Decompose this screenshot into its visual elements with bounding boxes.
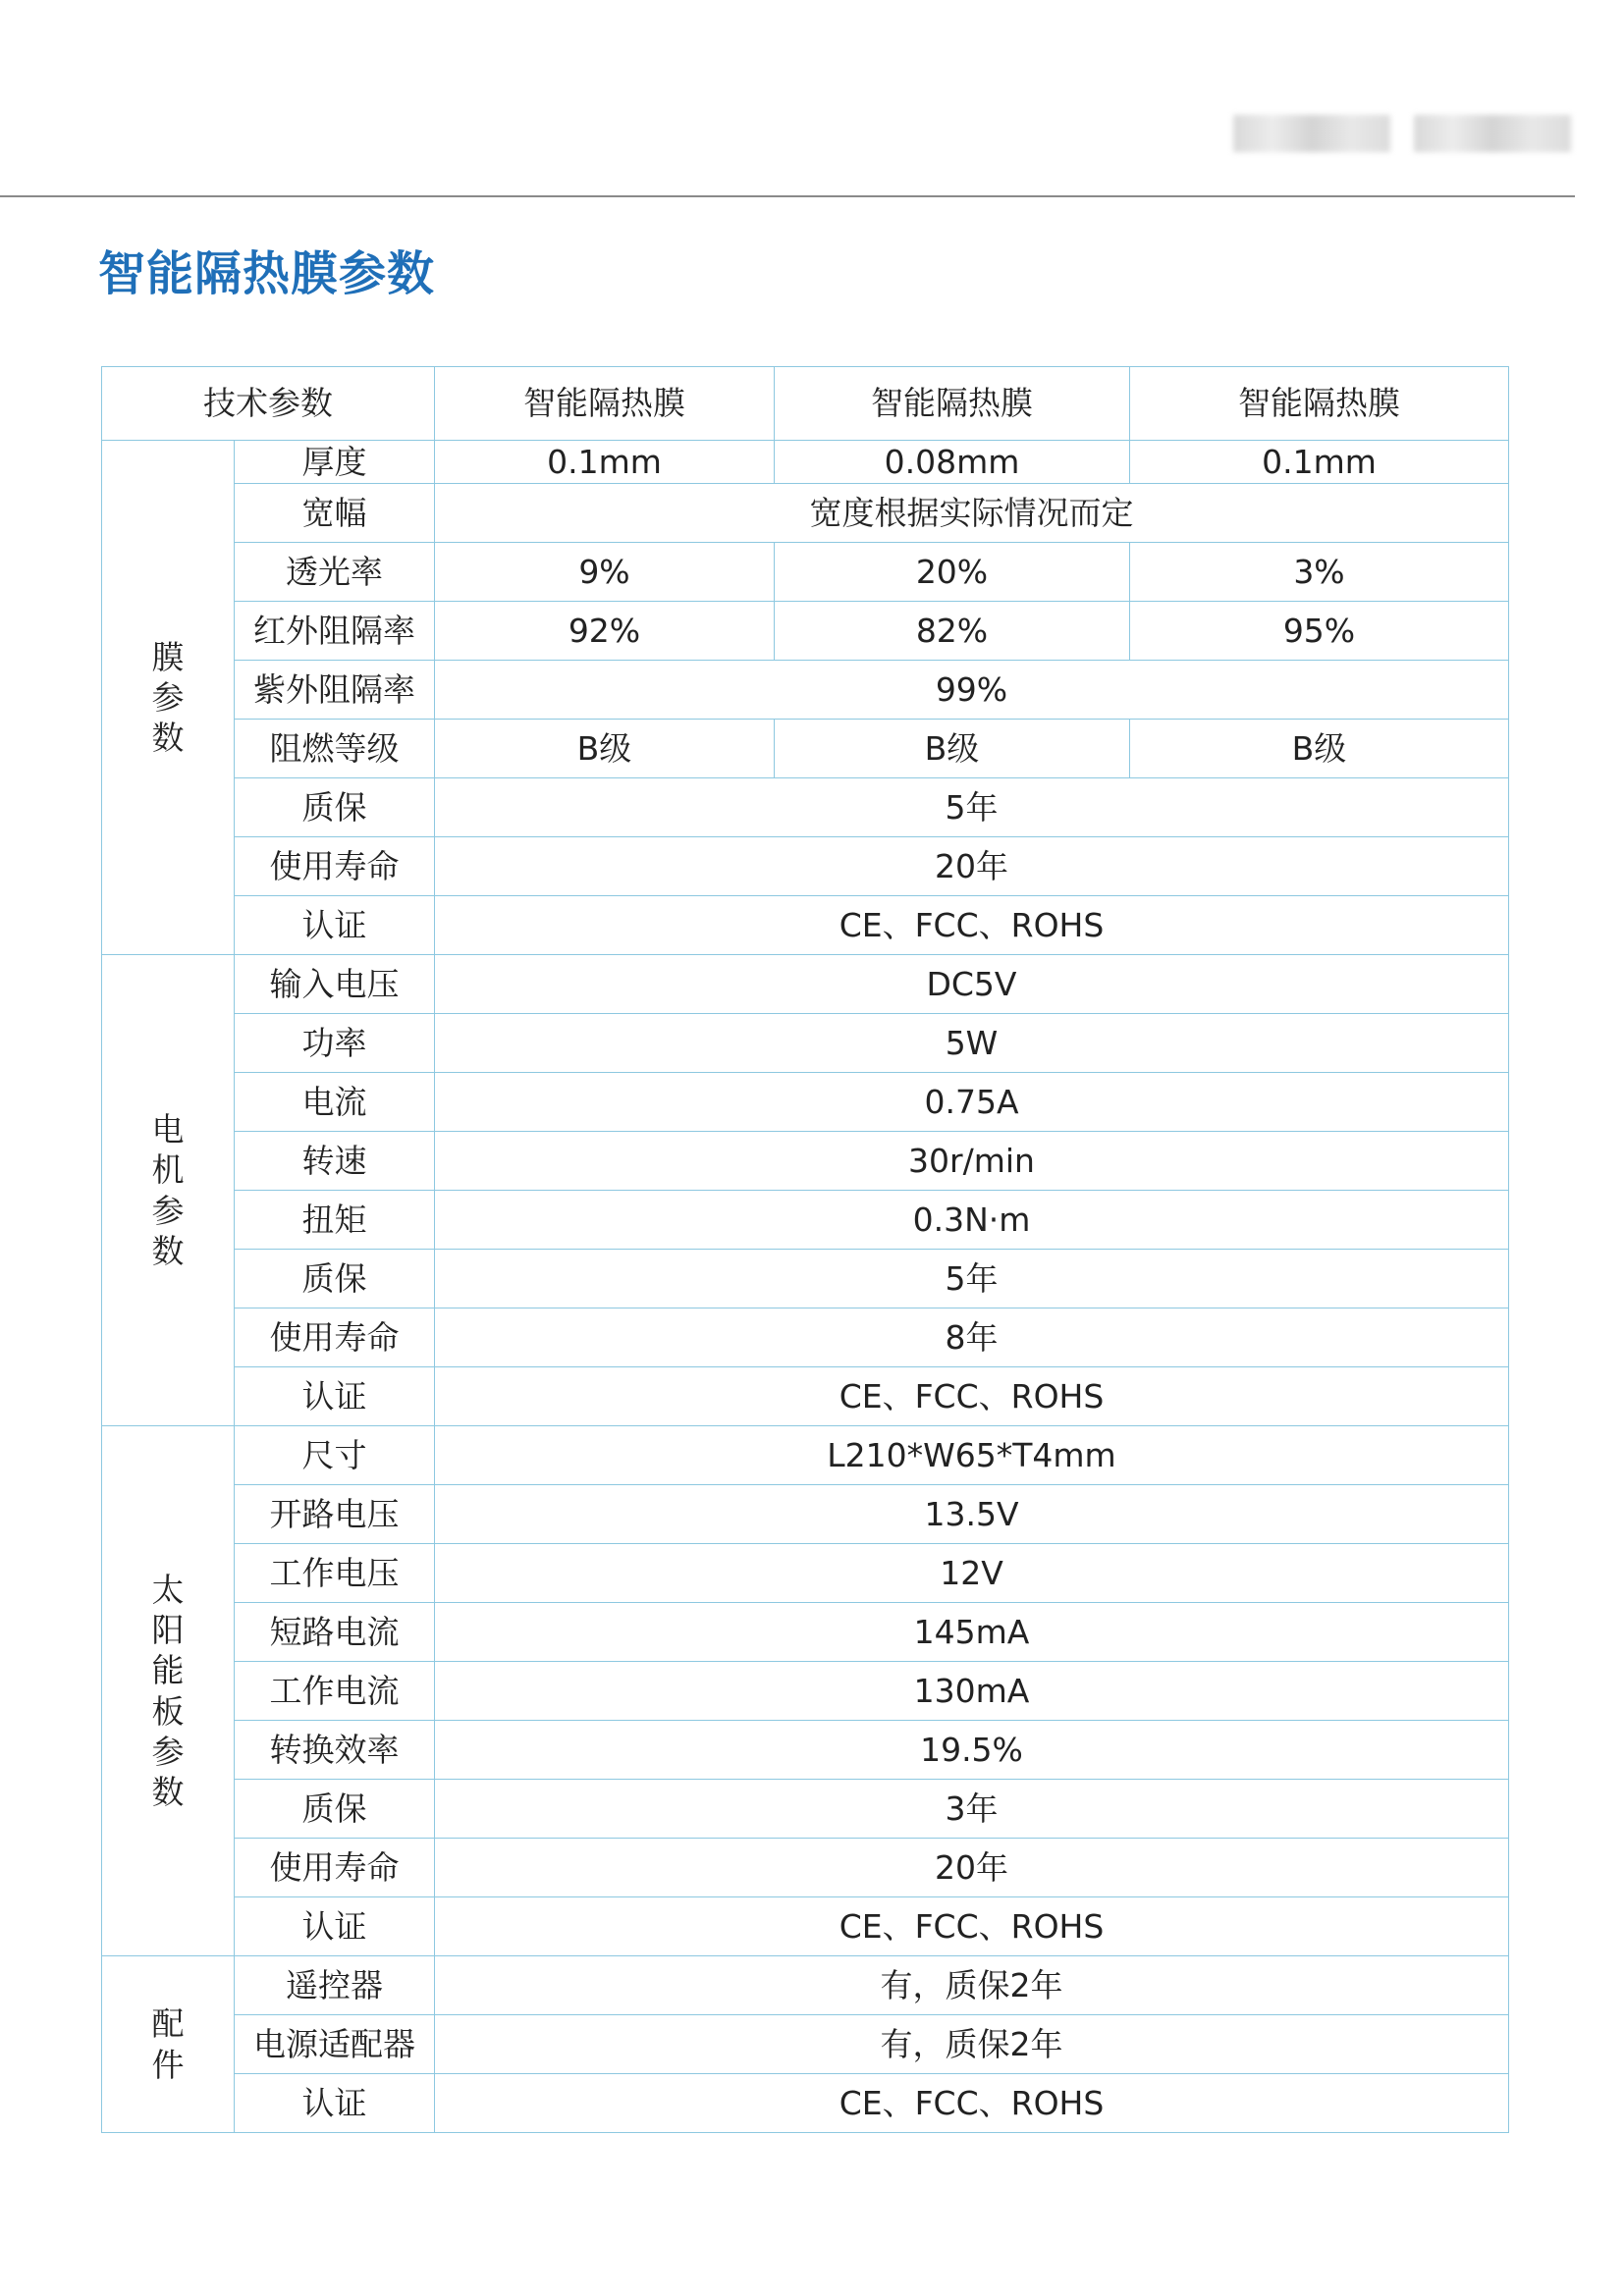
table-row (102, 1721, 1509, 1780)
param-name: 厚度 (235, 441, 435, 484)
table-row (102, 1603, 1509, 1662)
table-row (102, 955, 1509, 1014)
param-name: 转换效率 (235, 1721, 435, 1780)
param-name: 质保 (235, 1780, 435, 1839)
param-name: 功率 (235, 1014, 435, 1073)
param-value: B级 (1130, 720, 1509, 778)
param-value: 20% (775, 543, 1130, 602)
table-row (102, 837, 1509, 896)
param-value: 有，质保2年 (435, 2015, 1509, 2074)
param-value: 9% (435, 543, 775, 602)
param-value: 82% (775, 602, 1130, 661)
param-value: 宽度根据实际情况而定 (435, 484, 1509, 543)
param-value: 3年 (435, 1780, 1509, 1839)
table-row (102, 778, 1509, 837)
param-value: 0.08mm (775, 441, 1130, 484)
param-value: CE、FCC、ROHS (435, 896, 1509, 955)
column-header: 智能隔热膜 (435, 367, 775, 441)
table-row (102, 1073, 1509, 1132)
param-value: 30r/min (435, 1132, 1509, 1191)
param-value: L210*W65*T4mm (435, 1426, 1509, 1485)
param-value: 0.1mm (1130, 441, 1509, 484)
param-value: 5W (435, 1014, 1509, 1073)
param-name: 使用寿命 (235, 837, 435, 896)
param-value: 20年 (435, 837, 1509, 896)
table-row (102, 896, 1509, 955)
table-row (102, 1544, 1509, 1603)
param-name: 认证 (235, 896, 435, 955)
param-value: 20年 (435, 1839, 1509, 1897)
group-label-film: 膜参数 (102, 441, 235, 955)
param-value: 145mA (435, 1603, 1509, 1662)
table-row (102, 1014, 1509, 1073)
table-row (102, 720, 1509, 778)
param-value: 19.5% (435, 1721, 1509, 1780)
param-name: 紫外阻隔率 (235, 661, 435, 720)
param-value: 5年 (435, 778, 1509, 837)
param-value: CE、FCC、ROHS (435, 1367, 1509, 1426)
param-name: 认证 (235, 1367, 435, 1426)
table-row (102, 1426, 1509, 1485)
column-header: 智能隔热膜 (775, 367, 1130, 441)
table-row (102, 543, 1509, 602)
table-row (102, 1780, 1509, 1839)
param-name: 质保 (235, 1250, 435, 1308)
param-name: 遥控器 (235, 1956, 435, 2015)
param-value: 8年 (435, 1308, 1509, 1367)
param-value: 92% (435, 602, 775, 661)
table-row (102, 441, 1509, 484)
table-row (102, 1839, 1509, 1897)
param-value: 99% (435, 661, 1509, 720)
param-value: B级 (775, 720, 1130, 778)
column-header: 智能隔热膜 (1130, 367, 1509, 441)
param-name: 宽幅 (235, 484, 435, 543)
table-row (102, 1662, 1509, 1721)
tech-params-header: 技术参数 (102, 367, 435, 441)
param-name: 透光率 (235, 543, 435, 602)
table-row (102, 1132, 1509, 1191)
header-divider (0, 195, 1575, 197)
table-row (102, 2015, 1509, 2074)
param-value: 0.1mm (435, 441, 775, 484)
param-value: 12V (435, 1544, 1509, 1603)
param-value: 5年 (435, 1250, 1509, 1308)
param-value: B级 (435, 720, 775, 778)
param-name: 尺寸 (235, 1426, 435, 1485)
group-label-solar: 太阳能板参数 (102, 1426, 235, 1956)
param-name: 电源适配器 (235, 2015, 435, 2074)
header-blurred-text (1414, 115, 1571, 152)
param-value: 13.5V (435, 1485, 1509, 1544)
param-name: 认证 (235, 1897, 435, 1956)
param-name: 电流 (235, 1073, 435, 1132)
table-row (102, 1956, 1509, 2015)
param-name: 工作电压 (235, 1544, 435, 1603)
spec-table (101, 366, 1509, 2133)
param-name: 短路电流 (235, 1603, 435, 1662)
param-value: 130mA (435, 1662, 1509, 1721)
param-name: 输入电压 (235, 955, 435, 1014)
table-row (102, 1367, 1509, 1426)
table-row (102, 2074, 1509, 2133)
group-label-accessories: 配件 (102, 1956, 235, 2133)
table-header-row (102, 367, 1509, 441)
param-name: 红外阻隔率 (235, 602, 435, 661)
param-name: 使用寿命 (235, 1308, 435, 1367)
param-value: 3% (1130, 543, 1509, 602)
param-value: 有，质保2年 (435, 1956, 1509, 2015)
table-row (102, 1897, 1509, 1956)
param-name: 扭矩 (235, 1191, 435, 1250)
param-name: 开路电压 (235, 1485, 435, 1544)
table-row (102, 1250, 1509, 1308)
param-value: CE、FCC、ROHS (435, 1897, 1509, 1956)
param-value: 0.75A (435, 1073, 1509, 1132)
table-row (102, 1308, 1509, 1367)
page-title: 智能隔热膜参数 (98, 246, 436, 301)
param-name: 阻燃等级 (235, 720, 435, 778)
group-label-motor: 电机参数 (102, 955, 235, 1426)
table-row (102, 484, 1509, 543)
table-row (102, 661, 1509, 720)
param-value: 95% (1130, 602, 1509, 661)
param-name: 工作电流 (235, 1662, 435, 1721)
param-name: 使用寿命 (235, 1839, 435, 1897)
param-value: DC5V (435, 955, 1509, 1014)
param-name: 质保 (235, 778, 435, 837)
param-value: CE、FCC、ROHS (435, 2074, 1509, 2133)
header-blurred-logo (1233, 115, 1390, 152)
param-value: 0.3N·m (435, 1191, 1509, 1250)
table-row (102, 602, 1509, 661)
table-row (102, 1191, 1509, 1250)
param-name: 认证 (235, 2074, 435, 2133)
table-row (102, 1485, 1509, 1544)
param-name: 转速 (235, 1132, 435, 1191)
